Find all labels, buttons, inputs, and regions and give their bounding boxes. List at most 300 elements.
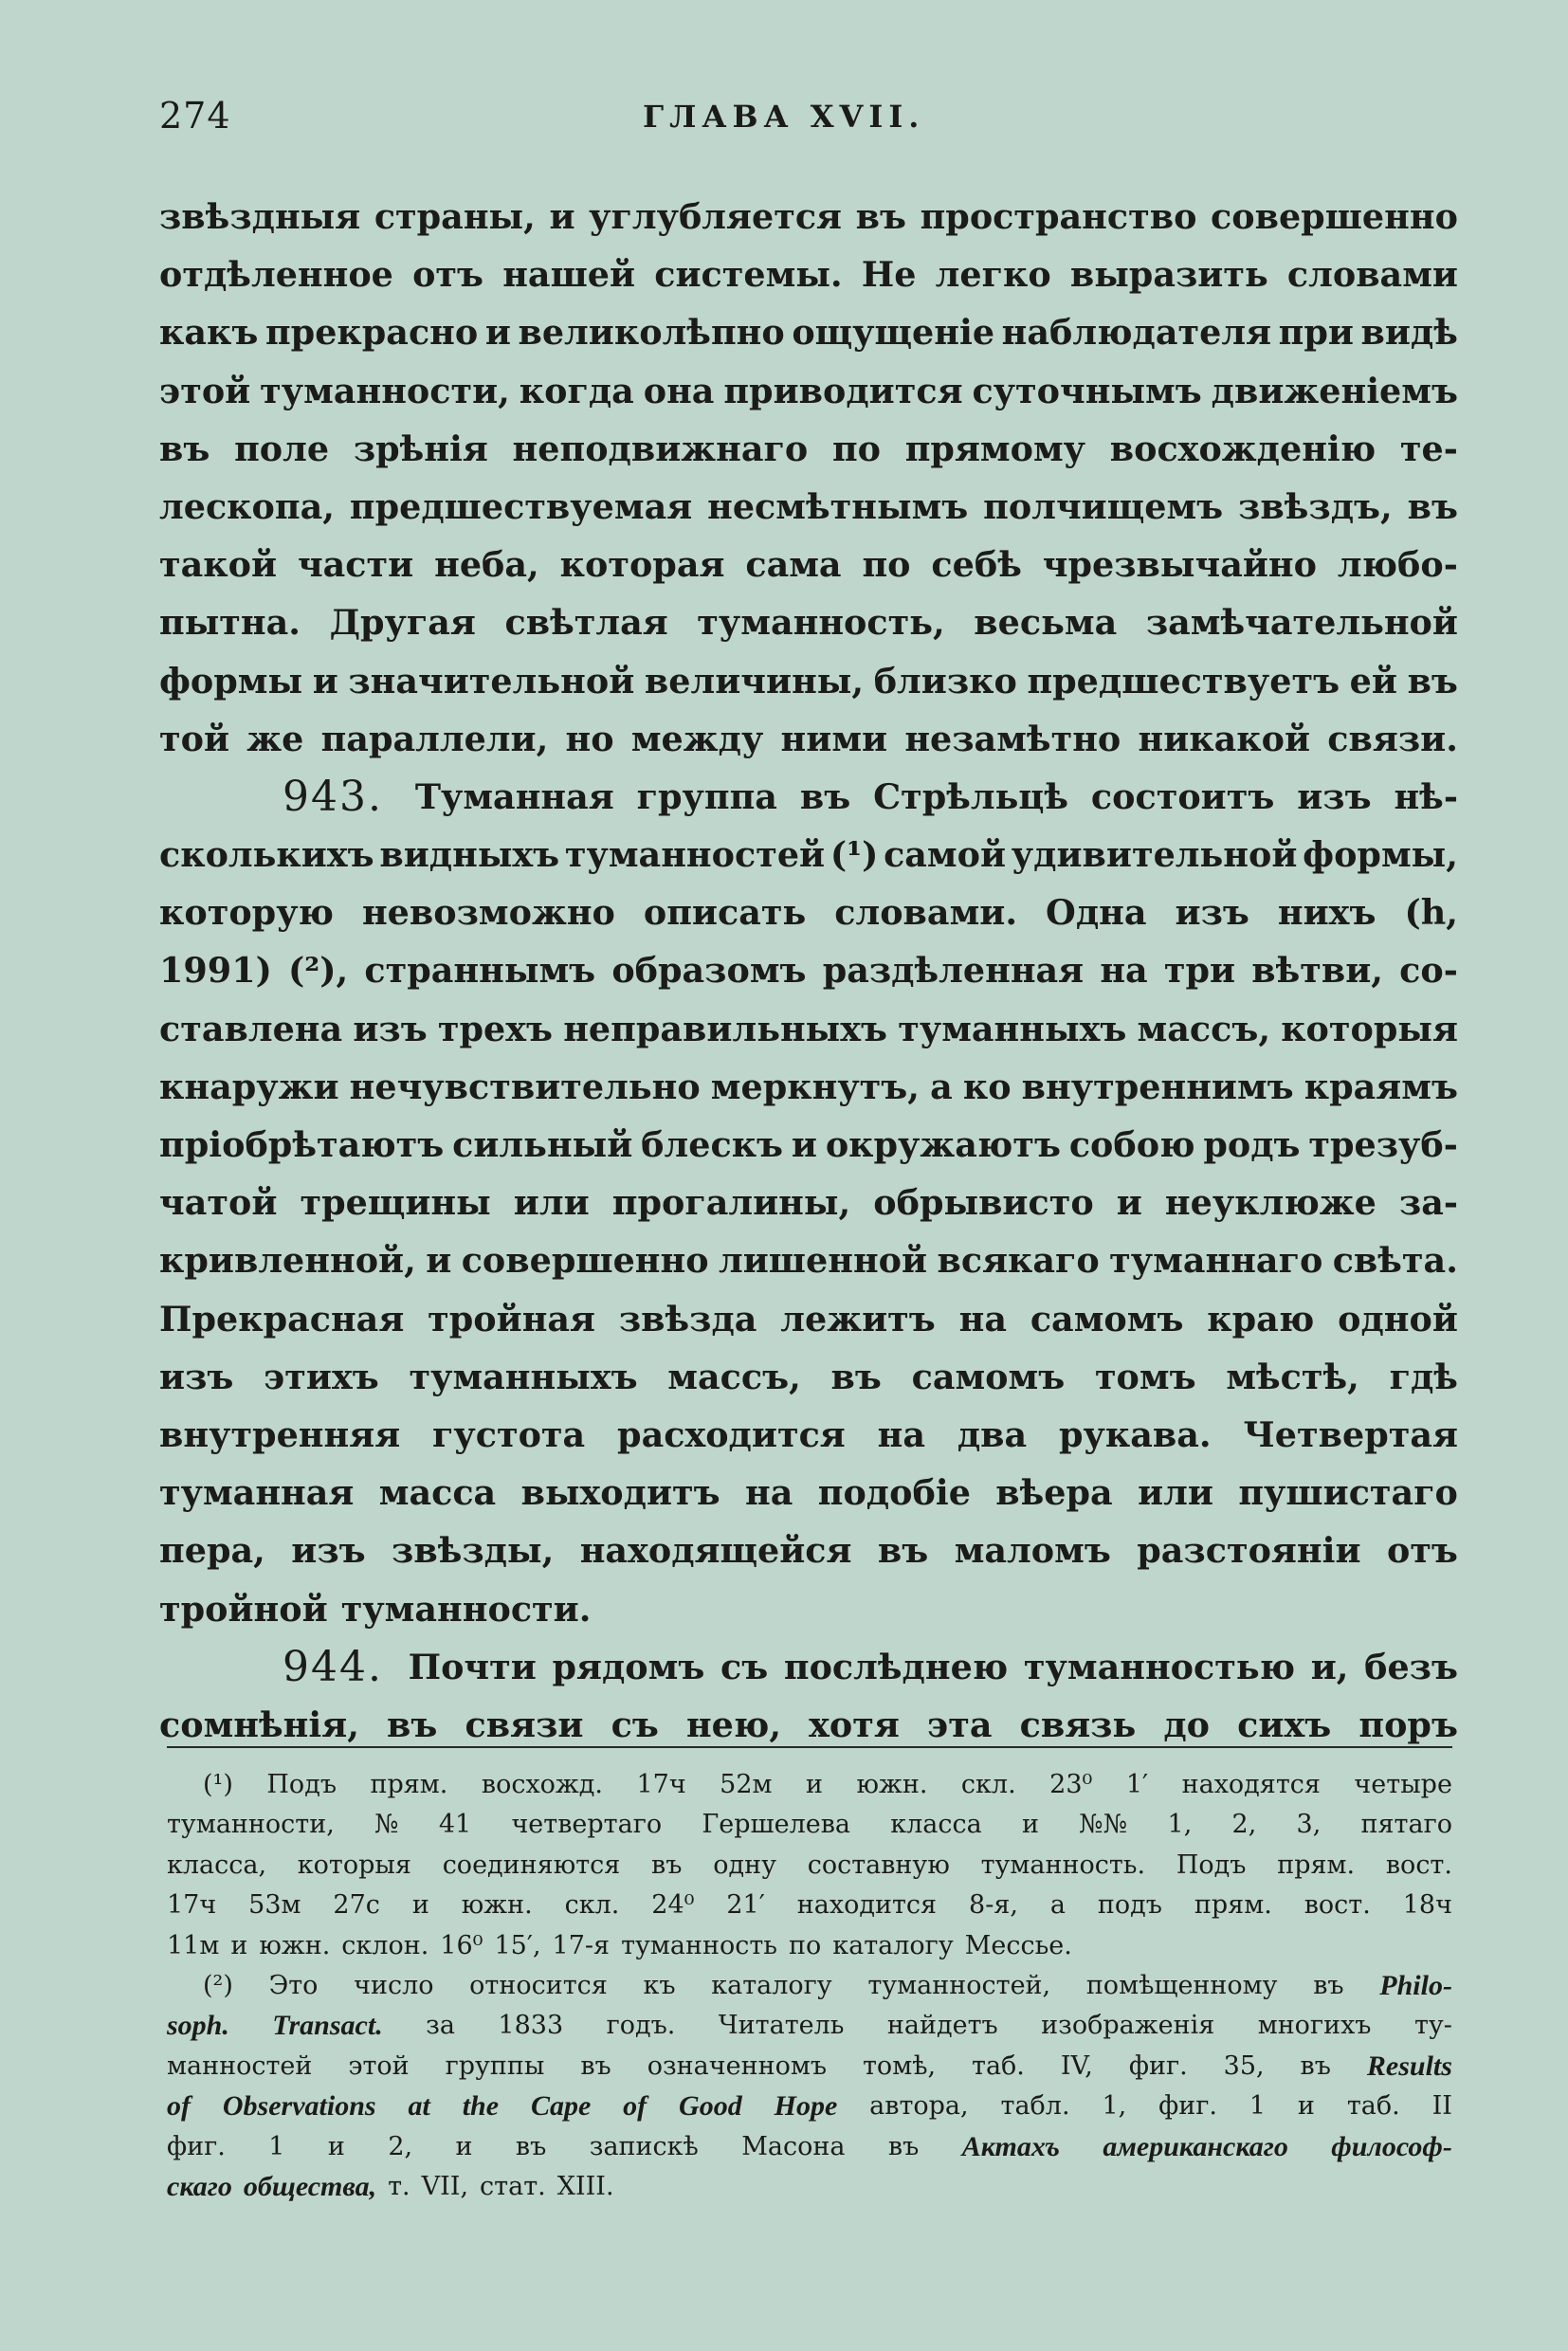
word: южн.	[856, 1770, 928, 1799]
word: вѣера	[995, 1472, 1113, 1514]
word: 3,	[1296, 1810, 1322, 1840]
paragraph-943	[159, 768, 1458, 1638]
word: связи	[465, 1704, 584, 1745]
text-line	[159, 884, 1458, 941]
word: и	[312, 660, 338, 702]
word: пріобрѣтаютъ	[159, 1124, 445, 1165]
word: густота	[432, 1413, 586, 1455]
word: 2,	[1231, 1810, 1257, 1840]
text-line	[159, 1058, 1458, 1116]
word: находятся	[1181, 1770, 1321, 1799]
word: одной	[1338, 1298, 1458, 1340]
word: 41	[438, 1810, 472, 1840]
word: the	[462, 2090, 500, 2123]
word: класса,	[167, 1850, 267, 1880]
text-line	[159, 246, 1458, 303]
word: ту-	[1413, 2011, 1452, 2041]
word: означенномъ	[647, 2050, 828, 2081]
word: и	[806, 1770, 824, 1799]
word: она	[643, 370, 715, 411]
word: какъ	[159, 312, 259, 354]
word: годъ.	[606, 2011, 676, 2041]
word: манностей	[167, 2050, 313, 2081]
word: совершенно	[1211, 196, 1458, 237]
word: тройная	[428, 1298, 596, 1340]
word: 15′,	[494, 1930, 541, 1960]
page-header	[159, 95, 1458, 152]
text-line	[159, 593, 1458, 651]
word: 21′	[726, 1890, 765, 1921]
footnote-line	[167, 2167, 1452, 2207]
word: четыре	[1354, 1770, 1452, 1799]
word: по	[831, 428, 882, 469]
word: (²)	[203, 1970, 233, 2000]
text-line	[159, 303, 1458, 361]
word: Observations	[222, 2090, 376, 2123]
word: себѣ	[931, 544, 1022, 586]
word: звѣздныя	[159, 196, 361, 237]
word: разстояніи	[1137, 1530, 1361, 1572]
word: два	[957, 1413, 1028, 1455]
word: связь	[1019, 1704, 1137, 1745]
word: туманныхъ	[409, 1356, 638, 1397]
word: скл.	[960, 1770, 1016, 1799]
word: 52м	[720, 1770, 773, 1799]
word: Почти	[408, 1646, 537, 1687]
word: 17-я	[552, 1930, 611, 1960]
word: прям.	[1277, 1850, 1356, 1880]
word: сомнѣнія,	[159, 1704, 359, 1745]
word: въ	[830, 1356, 882, 1397]
word: стат.	[480, 2171, 546, 2201]
word: общества,	[243, 2170, 377, 2202]
word: видныхъ	[379, 834, 560, 876]
word: въ	[1300, 2050, 1331, 2081]
word: 1,	[1167, 1810, 1193, 1840]
word: Philo-	[1379, 1969, 1452, 2001]
word: поле	[234, 428, 330, 469]
chapter-heading: ГЛАВА XVII.	[643, 99, 925, 135]
word: за-	[1398, 1182, 1458, 1224]
word: и,	[1310, 1646, 1349, 1687]
word: кнаружи	[159, 1066, 339, 1107]
word: безъ	[1364, 1646, 1458, 1687]
footnote-line	[167, 1805, 1452, 1845]
word: (¹)	[830, 834, 879, 876]
word: 53м	[248, 1890, 301, 1921]
word: звѣзды,	[392, 1530, 555, 1572]
word: of	[623, 2090, 647, 2123]
word: фиг.	[1128, 2050, 1188, 2081]
word: выходитъ	[520, 1472, 720, 1514]
word: отъ	[412, 254, 484, 296]
text-line	[159, 768, 1458, 826]
word: свѣтлая	[504, 602, 668, 644]
word: томѣ,	[863, 2050, 937, 2081]
word: отъ	[1386, 1530, 1458, 1572]
word: съ	[720, 1646, 769, 1687]
word: четвертаго	[511, 1810, 663, 1840]
word: ставлена	[159, 1008, 343, 1049]
text-line	[159, 362, 1458, 420]
page-number: 274	[159, 95, 231, 137]
word: число	[354, 1970, 434, 2000]
word: каталогу	[832, 1930, 954, 1960]
word: съ	[611, 1704, 659, 1745]
word: скл.	[564, 1890, 620, 1921]
word: группы	[445, 2050, 545, 2081]
word: туманностей	[564, 834, 826, 876]
word: въ	[855, 196, 906, 237]
word: 24⁰	[651, 1890, 695, 1921]
word: на	[1100, 950, 1148, 992]
word: туманныхъ	[898, 1008, 1127, 1049]
word: звѣздъ,	[1238, 485, 1393, 527]
footnote-1	[167, 1765, 1452, 1966]
word: формы	[159, 660, 303, 702]
word: туманность,	[697, 602, 945, 644]
word: и	[426, 1240, 452, 1282]
word: Другая	[329, 602, 476, 644]
word: Прекрасная	[159, 1298, 405, 1340]
word: той	[159, 718, 230, 759]
word: предшествуетъ	[1027, 660, 1340, 702]
word: три	[1163, 950, 1236, 992]
word: маломъ	[954, 1530, 1111, 1572]
word: никакой	[1138, 718, 1311, 759]
word: изображенія	[1041, 2011, 1215, 2041]
word: до	[1163, 1704, 1211, 1745]
word: звѣзда	[618, 1298, 757, 1340]
word: краю	[1207, 1298, 1315, 1340]
word: всякаго	[937, 1240, 1100, 1282]
word: и	[484, 312, 511, 354]
word: №№	[1079, 1810, 1128, 1840]
word: Results	[1366, 2050, 1452, 2082]
word: восхожд.	[481, 1770, 603, 1799]
word: страннымъ	[364, 950, 596, 992]
word: таб.	[972, 2050, 1025, 2081]
word: со-	[1399, 950, 1458, 992]
word: выразить	[1069, 254, 1268, 296]
word: и	[1021, 1810, 1039, 1840]
word: пушистаго	[1238, 1472, 1458, 1514]
text-line	[159, 1290, 1458, 1348]
word: и	[791, 1124, 817, 1165]
word: склон.	[341, 1930, 429, 1960]
word: словами	[1286, 254, 1458, 296]
word: каталогу	[711, 1970, 832, 2000]
word: массъ,	[667, 1356, 801, 1397]
word: находящейся	[579, 1530, 852, 1572]
word: вост.	[1304, 1890, 1371, 1921]
word: въ	[159, 428, 210, 469]
word: 17ч	[636, 1770, 686, 1799]
footnote-line	[167, 2087, 1452, 2126]
word: соединяются	[442, 1850, 621, 1880]
word: въ	[1407, 660, 1458, 702]
word: Туманная	[414, 775, 614, 817]
word: II	[1431, 2091, 1452, 2122]
word: at	[408, 2090, 430, 2123]
word: параллели,	[320, 718, 549, 759]
word: Четвертая	[1243, 1413, 1458, 1455]
word: 1′	[1125, 1770, 1149, 1799]
word: ко	[962, 1066, 1012, 1107]
word: 18ч	[1402, 1890, 1452, 1921]
word: въ	[515, 2131, 547, 2161]
word: Это	[268, 1970, 319, 2000]
footnote-line	[167, 2006, 1452, 2046]
word: прямому	[904, 428, 1086, 469]
word: связи.	[1327, 718, 1458, 759]
word: ей	[1349, 660, 1397, 702]
word: Не	[861, 254, 917, 296]
word: но	[565, 718, 614, 759]
word: въ	[877, 1530, 929, 1572]
footnote-line	[167, 1926, 1452, 1966]
word: табл.	[1000, 2091, 1070, 2122]
word: при	[1278, 312, 1354, 354]
word: невозможно	[361, 892, 615, 934]
word: этой	[159, 370, 251, 411]
word: въ	[387, 1704, 438, 1745]
text-line	[159, 420, 1458, 478]
word: которыя	[1281, 1008, 1458, 1049]
word: любо-	[1337, 544, 1458, 586]
word: величины,	[644, 660, 865, 702]
text-line	[159, 652, 1458, 710]
word: (h,	[1404, 892, 1458, 934]
word: нѣ-	[1394, 775, 1458, 817]
word: т.	[388, 2171, 410, 2201]
word: меркнутъ,	[710, 1066, 921, 1107]
word: внутренняя	[159, 1413, 401, 1455]
word: и	[327, 2131, 345, 2161]
word: восхожденію	[1109, 428, 1377, 469]
word: окружаютъ	[825, 1124, 1061, 1165]
word: сама	[745, 544, 842, 586]
word: краямъ	[1304, 1066, 1458, 1107]
word: пытна.	[159, 602, 301, 644]
word: туманности,	[260, 370, 510, 411]
word: туманность.	[980, 1850, 1146, 1880]
word: а	[1049, 1890, 1066, 1921]
word: полчищемъ	[983, 485, 1224, 527]
word: гдѣ	[1389, 1356, 1458, 1397]
footnote-line	[167, 1765, 1452, 1805]
word: туманностей,	[867, 1970, 1051, 2000]
word: массъ,	[1137, 1008, 1271, 1049]
word: фиг.	[1158, 2091, 1217, 2122]
word: весьма	[974, 602, 1118, 644]
word: одну	[713, 1850, 776, 1880]
text-line	[159, 1116, 1458, 1174]
word: поръ	[1358, 1704, 1458, 1745]
word: эта	[926, 1704, 993, 1745]
word: подъ	[1097, 1890, 1162, 1921]
word: 1	[1249, 2091, 1267, 2122]
word: совершенно	[461, 1240, 709, 1282]
word: ощущеніе	[792, 312, 995, 354]
word: мѣстѣ,	[1226, 1356, 1359, 1397]
text-line	[159, 1406, 1458, 1464]
word: кривленной,	[159, 1240, 416, 1282]
word: образомъ	[611, 950, 807, 992]
text-line	[159, 941, 1458, 999]
word: словами.	[834, 892, 1018, 934]
word: которая	[559, 544, 725, 586]
word: расходится	[617, 1413, 846, 1455]
word: нашей	[502, 254, 636, 296]
word: философ-	[1331, 2130, 1452, 2162]
word: сколькихъ	[159, 834, 374, 876]
word: этой	[348, 2050, 410, 2081]
word: блескъ	[641, 1124, 784, 1165]
word: въ	[1407, 485, 1458, 527]
word: Стрѣльцѣ	[873, 775, 1069, 817]
word: скаго	[167, 2170, 232, 2202]
word: и	[411, 1890, 429, 1921]
paragraph-number: 944.	[283, 1642, 383, 1691]
word: внутреннимъ	[1021, 1066, 1294, 1107]
word: рукава.	[1059, 1413, 1212, 1455]
word: незамѣтно	[904, 718, 1121, 759]
word: неправильныхъ	[563, 1008, 888, 1049]
word: описать	[643, 892, 807, 934]
word: наблюдателя	[1001, 312, 1272, 354]
word: великолѣпно	[518, 312, 785, 354]
text-line	[159, 1174, 1458, 1231]
word: фиг.	[167, 2131, 226, 2161]
word: этихъ	[264, 1356, 379, 1397]
word: суточнымъ	[972, 370, 1202, 411]
word: Читатель	[718, 2011, 845, 2041]
word: неуклюже	[1164, 1182, 1377, 1224]
word: сильный	[452, 1124, 633, 1165]
word: послѣднею	[783, 1646, 1009, 1687]
word: помѣщенному	[1085, 1970, 1278, 2000]
word: нечувствительно	[349, 1066, 701, 1107]
word: легко	[935, 254, 1051, 296]
word: неба,	[434, 544, 539, 586]
footnote-line	[167, 2127, 1452, 2167]
word: или	[1138, 1472, 1213, 1514]
word: XIII.	[556, 2171, 614, 2201]
word: рядомъ	[552, 1646, 705, 1687]
word: видѣ	[1360, 312, 1458, 354]
word: IV,	[1060, 2050, 1093, 2081]
word: подобіе	[817, 1472, 971, 1514]
word: изъ	[1297, 775, 1372, 817]
footnotes	[167, 1765, 1452, 2207]
word: самомъ	[911, 1356, 1066, 1397]
text-line	[159, 1638, 1458, 1696]
word: of	[167, 2090, 191, 2123]
word: несмѣтнымъ	[707, 485, 969, 527]
word: таб.	[1346, 2091, 1400, 2122]
text-line	[159, 1522, 1458, 1579]
word: трещины	[300, 1182, 491, 1224]
text-line	[159, 710, 1458, 768]
word: прям.	[1194, 1890, 1272, 1921]
word: или	[513, 1182, 590, 1224]
word: Transact.	[272, 2010, 383, 2042]
word: въ	[799, 775, 851, 817]
word: томъ	[1094, 1356, 1196, 1397]
word: запискѣ	[589, 2131, 699, 2161]
word: soph.	[167, 2010, 229, 2042]
word: собою	[1068, 1124, 1195, 1165]
word: и	[1297, 2091, 1315, 2122]
footnote-line	[167, 1846, 1452, 1886]
word: 23⁰	[1049, 1770, 1093, 1799]
paragraph-number: 943.	[283, 772, 383, 821]
paragraph-944	[159, 1638, 1458, 1754]
word: страны,	[374, 196, 536, 237]
word: вост.	[1385, 1850, 1452, 1880]
word: и	[1116, 1182, 1142, 1224]
word: значительной	[348, 660, 635, 702]
word: найдетъ	[886, 2011, 998, 2041]
word: за	[426, 2011, 455, 2041]
word: предшествуемая	[349, 485, 693, 527]
word: 17ч	[167, 1890, 217, 1921]
word: пространство	[920, 196, 1197, 237]
word: же	[246, 718, 304, 759]
word: составную	[807, 1850, 950, 1880]
word: самомъ	[1030, 1298, 1184, 1340]
word: пера,	[159, 1530, 265, 1572]
word: 1991)	[159, 950, 272, 992]
footnote-line	[167, 2047, 1452, 2087]
footnote-line	[167, 1966, 1452, 2006]
word: туманностью	[1023, 1646, 1296, 1687]
word: по	[789, 1930, 822, 1960]
word: находится	[796, 1890, 938, 1921]
word: южн.	[259, 1930, 331, 1960]
word: на	[745, 1472, 793, 1514]
footnote-line	[167, 1886, 1452, 1925]
word: самой	[884, 834, 1007, 876]
word: которыя	[297, 1850, 411, 1880]
word: и	[230, 1930, 248, 1960]
word: и	[455, 2131, 473, 2161]
word: родъ	[1203, 1124, 1301, 1165]
word: сихъ	[1237, 1704, 1332, 1745]
text-line	[159, 1000, 1458, 1058]
text-line	[159, 826, 1458, 884]
word: Cape	[530, 2090, 592, 2123]
text-line	[159, 1464, 1458, 1522]
word: формы,	[1303, 834, 1458, 876]
text-line	[159, 1231, 1458, 1289]
word: изъ	[353, 1008, 428, 1049]
word: и	[549, 196, 575, 237]
word: Подъ	[266, 1770, 337, 1799]
word: автора,	[869, 2091, 969, 2122]
word: лишенной	[718, 1240, 928, 1282]
word: зрѣнія	[353, 428, 488, 469]
word: масса	[378, 1472, 497, 1514]
word: къ	[643, 1970, 676, 2000]
word: прогалины,	[611, 1182, 851, 1224]
word: въ	[1313, 1970, 1344, 2000]
word: части	[297, 544, 414, 586]
word: пятаго	[1360, 1810, 1452, 1840]
word: вѣтви,	[1251, 950, 1384, 992]
word: те-	[1399, 428, 1458, 469]
